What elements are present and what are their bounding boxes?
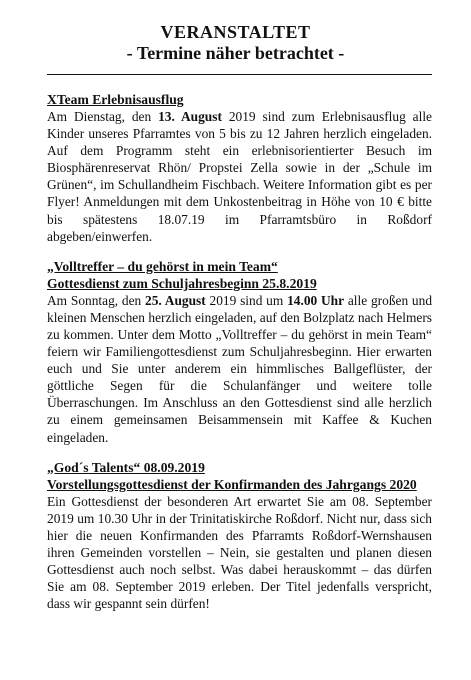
description-text: 2019 sind zum Erlebnisausflug alle Kinder unseres Pfarramtes von 5 bis zu 12 Jahren herzlich eingeladen. Auf dem Programm steht ein erlebnisorientierter Besuch im Biosphärenreservat Rhön/ Propstei Zella sowie in der „Schule im Grünen“, im Schullandheim Fischbach. Weitere Information gibt es per Flyer! Anmeldungen mit dem Unkostenbeitrag in Höhe von 10 € bitte bis spätestens 18.07.19 im Pfarramtsbüro in Roßdorf abgeben/einwerfen. (47, 109, 432, 244)
event-description (47, 108, 432, 245)
event-heading: Vorstellungsgottesdienst der Konfirmanden des Jahrgangs 2020 (47, 476, 417, 492)
event-section (47, 258, 432, 446)
page-subtitle: - Termine näher betrachtet - (126, 43, 345, 63)
event-section (47, 459, 432, 613)
time-highlight: 14.00 Uhr (287, 292, 345, 308)
event-heading: „Volltreffer – du gehörst in mein Team“ (47, 258, 278, 274)
event-list (47, 91, 432, 625)
header-divider (47, 74, 432, 75)
page-header (0, 22, 471, 63)
date-highlight: 25. August (145, 292, 206, 308)
event-heading: Gottesdienst zum Schuljahresbeginn 25.8.2019 (47, 275, 317, 291)
description-text: Am Dienstag, den (47, 109, 159, 124)
event-description (47, 493, 432, 613)
page-title: VERANSTALTET (160, 22, 311, 42)
event-heading: „God´s Talents“ 08.09.2019 (47, 459, 205, 475)
event-section (47, 91, 432, 245)
description-text: Ein Gottesdienst der besonderen Art erwartet Sie am 08. September 2019 um 10.30 Uhr in der Trinitatiskirche Roßdorf. Nicht nur, dass sich hier die neuen Konfirmanden des Pfarramts Roßdorf-Wernshausen ihren Gemeinden vorstellen – Nein, sie gestalten und planen diesen Gottesdienst auch noch selbst. Was dabei herauskommt – das dürfen Sie am 08. September 2019 erleben. Der Titel jedenfalls verspricht, dass wir gespannt sein dürfen! (47, 493, 432, 612)
event-description (47, 292, 432, 446)
event-heading: XTeam Erlebnisausflug (47, 92, 184, 107)
description-text: 2019 sind um (205, 292, 288, 308)
description-text: Am Sonntag, den (47, 292, 146, 308)
description-text: alle großen und kleinen Menschen herzlich eingeladen, auf den Bolzplatz nach Helmers zu kommen. Unter dem Motto „Volltreffer – du gehörst in mein Team“ feiern wir Familiengottesdienst zum Schuljahresbeginn. Hier erwarten euch und Sie unter anderem ein himmlisches Ballgeflüster, der göttliche Segen für die Schulanfänger und weitere tolle Überraschungen. Im Anschluss an den Gottesdienst sind alle herzlich zu einem gemeinsamen Beisammensein mit Kaffee & Kuchen eingeladen. (47, 292, 433, 445)
date-highlight: 13. August (158, 109, 222, 124)
